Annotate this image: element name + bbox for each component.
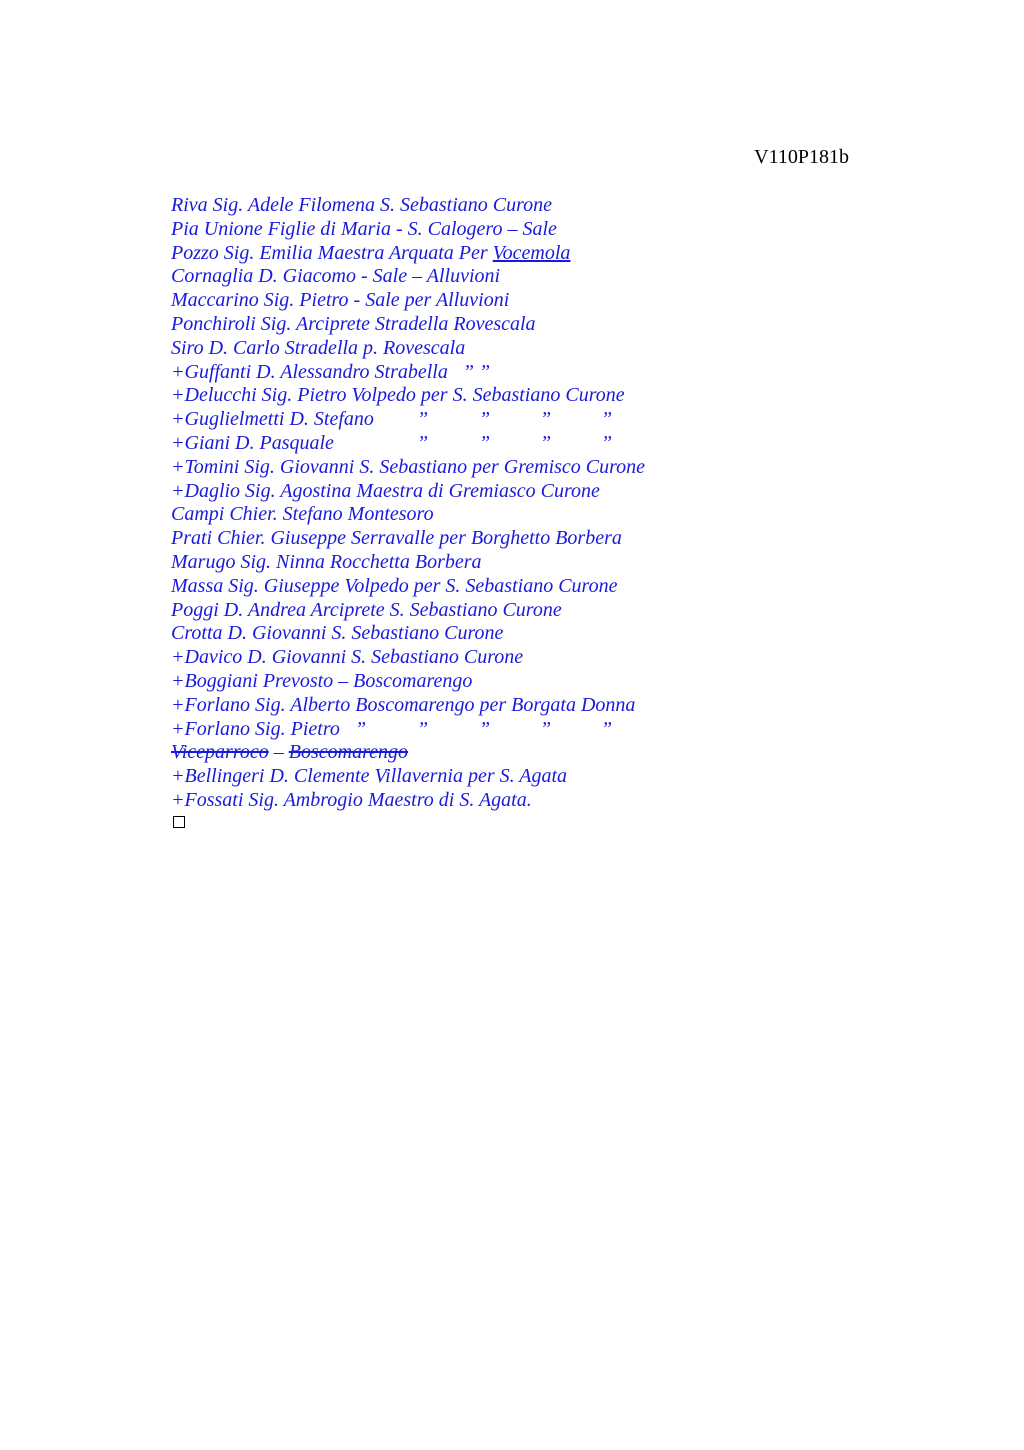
ditto-mark: ” [355, 717, 367, 740]
list-item [171, 408, 871, 432]
list-item: Poggi D. Andrea Arciprete S. Sebastiano Curone [171, 598, 562, 621]
list-item [171, 242, 871, 266]
entry-text: +Giani D. Pasquale [171, 431, 334, 454]
ditto-mark: ” [601, 431, 613, 454]
list-item: Massa Sig. Giuseppe Volpedo per S. Sebastiano Curone [171, 574, 618, 597]
ditto-mark: ” [479, 408, 491, 431]
ditto-mark: ” [540, 431, 552, 454]
ditto-mark: ” [417, 717, 429, 740]
list-item: +Guffanti D. Alessandro Strabella ” ” [171, 360, 491, 383]
ditto-mark: ” [540, 408, 552, 431]
list-item: Crotta D. Giovanni S. Sebastiano Curone [171, 622, 504, 645]
entry-text: +Guglielmetti D. Stefano [171, 408, 374, 431]
ditto-mark: ” [479, 431, 491, 454]
list-item [171, 718, 871, 742]
list-item: +Fossati Sig. Ambrogio Maestro di S. Agata. [171, 788, 532, 811]
list-item: +Delucchi Sig. Pietro Volpedo per S. Sebastiano Curone [171, 384, 625, 407]
list-item: Campi Chier. Stefano Montesoro [171, 503, 434, 526]
checkbox-icon [173, 816, 185, 828]
entry-list [171, 194, 871, 813]
ditto-mark: ” [417, 408, 429, 431]
ditto-mark: ” [540, 717, 552, 740]
list-item: Pia Unione Figlie di Maria - S. Calogero – Sale [171, 217, 557, 240]
list-item: Ponchiroli Sig. Arciprete Stradella Rovescala [171, 312, 536, 335]
list-item: +Davico D. Giovanni S. Sebastiano Curone [171, 646, 524, 669]
entry-text: – [268, 741, 289, 764]
entry-text: Pozzo Sig. Emilia Maestra Arquata Per [171, 241, 493, 264]
list-item: Maccarino Sig. Pietro - Sale per Alluvioni [171, 289, 510, 312]
entry-text: +Forlano Sig. Pietro [171, 717, 340, 740]
ditto-mark: ” [601, 408, 613, 431]
list-item: +Tomini Sig. Giovanni S. Sebastiano per Gremisco Curone [171, 455, 646, 478]
ditto-mark: ” [479, 717, 491, 740]
struck-text: Boscomarengo [288, 741, 408, 764]
list-item: Prati Chier. Giuseppe Serravalle per Borghetto Borbera [171, 527, 622, 550]
list-item [171, 741, 871, 765]
list-item [171, 432, 871, 456]
list-item: Siro D. Carlo Stradella p. Rovescala [171, 336, 466, 359]
list-item: Marugo Sig. Ninna Rocchetta Borbera [171, 550, 482, 573]
ditto-mark: ” [417, 431, 429, 454]
list-item: Cornaglia D. Giacomo - Sale – Alluvioni [171, 265, 501, 288]
list-item: +Forlano Sig. Alberto Boscomarengo per Borgata Donna [171, 693, 636, 716]
entry-underlined-text: Vocemola [492, 241, 571, 264]
page-id: V110P181b [754, 146, 849, 168]
list-item: Riva Sig. Adele Filomena S. Sebastiano Curone [171, 194, 553, 216]
list-item: +Daglio Sig. Agostina Maestra di Gremiasco Curone [171, 479, 600, 502]
list-item: +Bellingeri D. Clemente Villavernia per S. Agata [171, 765, 568, 788]
ditto-mark: ” [601, 717, 613, 740]
list-item: +Boggiani Prevosto – Boscomarengo [171, 669, 473, 692]
struck-text: Viceparroco [171, 741, 269, 764]
